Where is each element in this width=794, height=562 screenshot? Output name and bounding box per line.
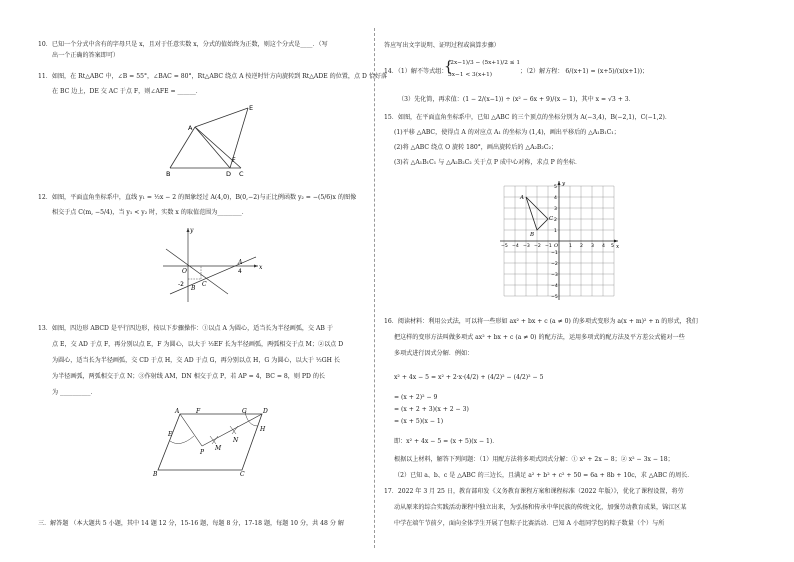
ytick: 4 xyxy=(554,196,557,201)
q14-system-top: (2x−1)/3 − (5x+1)/2 ≤ 1 xyxy=(448,60,521,66)
coordinate-grid xyxy=(498,178,620,303)
label-B: B xyxy=(153,471,158,478)
label-F: F xyxy=(232,156,236,164)
q17-line3: 中学在端午节前夕，面向全体学生开展了包粽子比赛活动．已知 A 小组同学包的粽子数量（个）与所 xyxy=(394,520,665,527)
ytick: −1 xyxy=(551,251,558,256)
q13-line1: 13．如图，四边形 ABCD 是平行四边形，按以下步骤操作：①以点 A 为圆心，适当长为半径画弧，交 AB 于 xyxy=(38,325,333,332)
label-A: A xyxy=(238,259,243,266)
q10-line2: 出一个正确的答案即可） xyxy=(52,52,120,59)
column-divider xyxy=(374,28,375,548)
grid-point-B: B xyxy=(530,232,535,238)
xtick: −3 xyxy=(523,244,530,249)
ytick: 1 xyxy=(554,229,557,234)
q16-example-4: = (x + 5)(x − 1) xyxy=(394,418,444,425)
q14-part1-label: 14．（1）解不等式组： xyxy=(384,68,448,75)
axis-x-label: x xyxy=(259,264,263,271)
xtick: −4 xyxy=(512,244,519,249)
q13-line4: 为半径画弧，两弧相交于点 N；③作射线 AM，DN 相交于点 P，若 AP = 4，BC = 8，则 PD 的长 xyxy=(52,373,326,380)
tick-neg2: -2 xyxy=(178,281,184,288)
q16-example-5: 即：x² + 4x − 5 = (x + 5)(x − 1)． xyxy=(394,438,499,445)
xtick: 3 xyxy=(591,244,594,249)
tick-four: 4 xyxy=(238,268,242,275)
q12-line2: 相交于点 C(m, −5/4)，当 y₁ < y₂ 时，实数 x 的取值范围为________． xyxy=(52,209,248,216)
xtick: 5 xyxy=(611,244,614,249)
figure-q13 xyxy=(150,406,275,478)
q10-line1: 10．已知一个分式中含有的字母只是 x，且对于任意实数 x，分式的值始终为正数，则这个分式是____．（写 xyxy=(38,41,328,48)
grid-point-C: C xyxy=(549,216,554,222)
q16-example-1: x² + 4x − 5 = x² + 2·x·(4/2) + (4/2)² − (4/2)² − 5 xyxy=(394,374,544,381)
label-C: C xyxy=(240,471,245,478)
q15-line3: (2)将 △ABC 绕点 O 旋转 180°，画出旋转后的 △A₂B₂C₂； xyxy=(394,144,558,151)
system-brace: { xyxy=(444,59,453,75)
xtick: −2 xyxy=(534,244,541,249)
q14-part3: （3）先化简，再求值：(1 − 2/(x−1)) ÷ (x² − 6x + 9)/(x − 1)，其中 x = √3 + 3． xyxy=(398,96,635,103)
ytick: 3 xyxy=(554,207,557,212)
label-M: M xyxy=(215,445,222,452)
label-E: E xyxy=(249,104,254,112)
q13-line2: 点 E，交 AD 于点 F，再分别以点 E，F 为圆心，以大于 ½EF 长为半径画弧，两弧相交于点 M；②以点 D xyxy=(52,341,344,348)
ytick: 5 xyxy=(554,185,557,190)
figure-q12 xyxy=(158,224,268,304)
q16-example-2: = (x + 2)² − 9 xyxy=(394,394,438,401)
grid-x-label: x xyxy=(616,244,620,250)
ytick: −3 xyxy=(551,273,558,278)
xtick: 1 xyxy=(569,244,572,249)
label-P: P xyxy=(200,449,205,456)
q16-line4: 根据以上材料，解答下列问题：（1）用配方法将多项式因式分解：① x² + 2x − 8；② x² − 3x − 18； xyxy=(394,456,674,463)
grid-y-ticks xyxy=(551,184,558,300)
label-E: E xyxy=(168,431,173,438)
label-B: B xyxy=(166,170,171,178)
q15-line1: 15．如图，在平面直角坐标系中，已知 △ABC 的三个顶点的坐标分别为 A(−3,4)，B(−2,1)，C(−1,2)． xyxy=(384,114,671,121)
q11-line1: 11．如图，在 Rt△ABC 中，∠B = 55°，∠BAC = 80°，Rt△ABC 绕点 A 按逆时针方向旋转到 Rt△ADE 的位置，点 D 恰好落 xyxy=(38,73,388,80)
q16-line5: （2）已知 a、b、c 是 △ABC 的三边长，且满足 a² + b² + c² + 50 = 6a + 8b + 10c，求 △ABC 的周长． xyxy=(394,472,694,479)
label-F: F xyxy=(196,408,201,415)
origin-label: O xyxy=(182,268,187,275)
q12-line1: 12．如图，平面直角坐标系中，直线 y₁ = ½x − 2 的图象经过 A(4,0)，B(0,−2)与正比例函数 y₂ = −(5/6)x 的图像 xyxy=(38,194,357,201)
xtick: −1 xyxy=(545,244,552,249)
axis-y-label: y xyxy=(190,227,194,234)
label-C: C xyxy=(239,170,244,178)
label-C: C xyxy=(202,281,207,288)
q14-part2: ；（2）解方程： 6/(x+1) = (x+5)/(x(x+1))； xyxy=(520,68,649,75)
q13-line5: 为 __________． xyxy=(52,389,97,396)
label-N: N xyxy=(233,437,239,444)
label-D: D xyxy=(226,170,232,178)
xtick: −5 xyxy=(501,244,508,249)
label-D: D xyxy=(263,408,268,415)
q13-line3: 为圆心，适当长为半径画弧，交 CD 于点 H，交 AD 于点 G，再分别以点 H，G 为圆心，以大于 ½GH 长 xyxy=(52,357,340,364)
label-A: A xyxy=(188,124,193,132)
label-G: G xyxy=(242,408,247,415)
ytick: −4 xyxy=(551,284,558,289)
label-H: H xyxy=(260,426,266,433)
label-B: B xyxy=(191,285,196,292)
section-3-heading: 三．解答题 （本大题共 5 小题，其中 14 题 12 分，15-16 题，每题 8 分，17-18 题，每题 10 分，共 48 分 解 xyxy=(38,520,344,527)
figure-q11 xyxy=(160,100,270,180)
ytick: −5 xyxy=(551,295,558,300)
ytick: 2 xyxy=(554,218,557,223)
q15-line4: (3)若 △A₁B₁C₁ 与 △A₂B₂C₂ 关于点 P 成中心对称，求点 P 的坐标． xyxy=(394,159,582,166)
q11-line2: 在 BC 边上，DE 交 AC 于点 F，则∠AFE = ______． xyxy=(52,88,202,95)
q15-line2: (1)平移 △ABC，使得点 A 的对应点 A₁ 的坐标为 (1,4)，画出平移后的 △A₁B₁C₁； xyxy=(394,129,620,136)
q16-line2: 把这样的变形方法叫做多项式 ax² + bx + c (a ≠ 0) 的配方法，运用多项式的配方法及平方差公式能对一些 xyxy=(394,334,685,341)
grid-origin: O xyxy=(554,243,559,249)
xtick: 2 xyxy=(580,244,583,249)
q16-example-3: = (x + 2 + 3)(x + 2 − 3) xyxy=(394,406,469,413)
grid-y-label: y xyxy=(562,181,566,187)
ytick: −2 xyxy=(551,262,558,267)
q14-system-bottom: 5x−1 < 3(x+1) xyxy=(448,72,493,78)
q17-line2: 动从原来的综合实践活动课程中独立出来，为弘扬和传承中华民族的传统文化，加强劳动教育成果，锦江区某 xyxy=(394,504,687,511)
section-3-heading-cont: 答应写出文字说明、证明过程或演算步骤） xyxy=(384,42,500,49)
label-A: A xyxy=(175,408,180,415)
xtick: 4 xyxy=(602,244,605,249)
q17-line1: 17．2022 年 3 月 25 日，教育部印发《义务教育课程方案和课程标准（2022 年版）》，优化了课程设置，将劳 xyxy=(384,488,684,495)
grid-point-A: A xyxy=(520,195,524,201)
q16-line1: 16．阅读材料：利用公式法，可以将一些形如 ax² + bx + c (a ≠ 0) 的多项式变形为 a(x + m)² + n 的形式，我们 xyxy=(384,318,698,325)
q16-line3: 多项式进行因式分解．例如： xyxy=(394,350,474,357)
